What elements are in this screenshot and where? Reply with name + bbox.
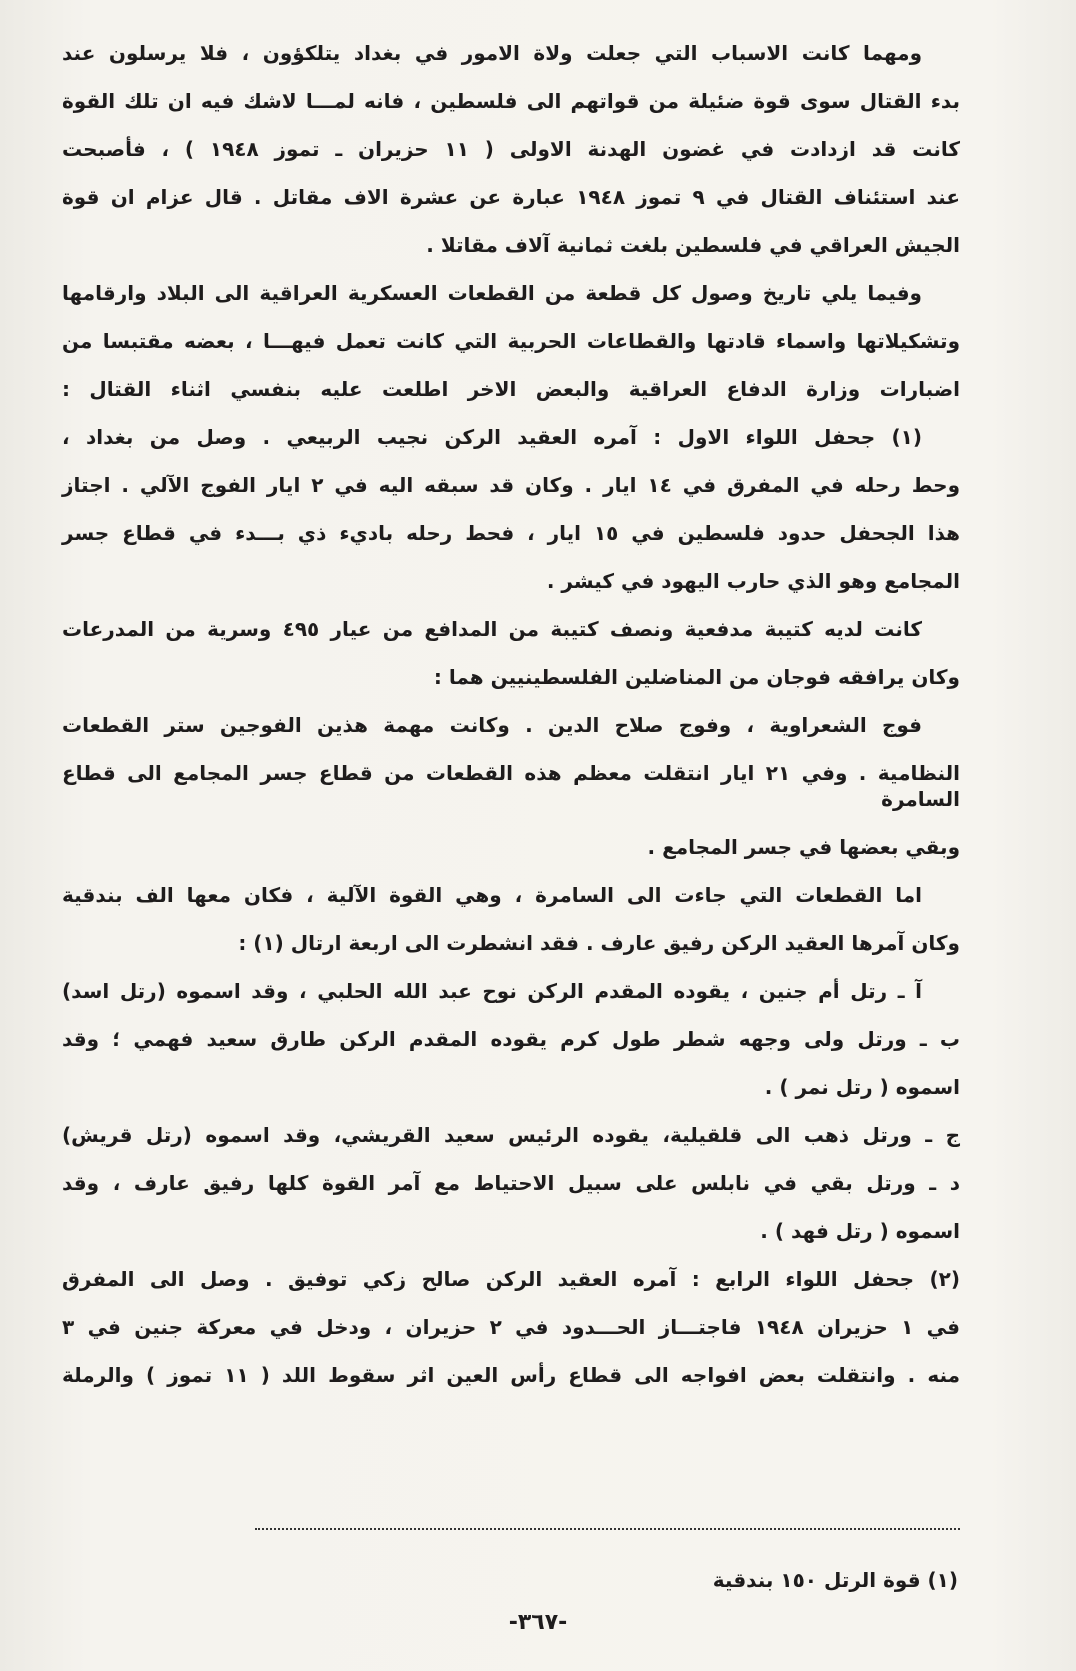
text-line: عند استئناف القتال في ٩ تموز ١٩٤٨ عبارة عن عشرة الاف مقاتل . قال عزام ان قوة [62,185,960,209]
footnote-divider [255,1528,960,1530]
text-line: الجيش العراقي في فلسطين بلغت ثمانية آلاف مقاتلا . [426,233,960,257]
page-number: -٣٦٧- [508,1610,568,1635]
text-line: وتشكيلاتها واسماء قادتها والقطاعات الحربية التي كانت تعمل فيهـــا ، بعضه مقتبسا من [62,329,960,353]
text-line: وحط رحله في المفرق في ١٤ ايار . وكان قد سبقه اليه في ٢ ايار الفوج الآلي . اجتاز [62,473,960,497]
text-line: ومهما كانت الاسباب التي جعلت ولاة الامور في بغداد يتلكؤون ، فلا يرسلون عند [62,41,922,65]
text-line: المجامع وهو الذي حارب اليهود في كيشر . [546,569,960,593]
text-line: في ١ حزيران ١٩٤٨ فاجتـــاز الحـــدود في ٢ حزيران ، ودخل في معركة جنين في ٣ [62,1315,960,1339]
footnote: (١) قوة الرتل ١٥٠ بندقية [712,1568,958,1592]
section-heading-line: (٢) جحفل اللواء الرابع : آمره العقيد الركن صالح زكي توفيق . وصل الى المفرق [62,1267,960,1291]
text-line: كانت لديه كتيبة مدفعية ونصف كتيبة من المدافع من عيار ٤٩٥ وسرية من المدرعات [62,617,922,641]
list-item-c: ج ـ ورتل ذهب الى قلقيلية، يقوده الرئيس سعيد القريشي، وقد اسموه (رتل قريش) [62,1123,960,1147]
text-line: اضبارات وزارة الدفاع العراقية والبعض الاخر اطلعت عليه بنفسي اثناء القتال : [62,377,960,401]
text-line: منه . وانتقلت بعض افواجه الى قطاع رأس العين اثر سقوط اللد ( ١١ تموز ) والرملة [62,1363,960,1387]
text-line: اسموه ( رتل فهد ) . [760,1219,960,1243]
text-line: فوج الشعراوية ، وفوج صلاح الدين . وكانت مهمة هذين الفوجين ستر القطعات [62,713,922,737]
text-line: النظامية . وفي ٢١ ايار انتقلت معظم هذه القطعات من قطاع جسر المجامع الى قطاع السامرة [62,761,961,811]
text-line: كانت قد ازدادت في غضون الهدنة الاولى ( ١١ حزيران ـ تموز ١٩٤٨ ) ، فأصبحت [62,137,960,161]
list-item-d: د ـ ورتل بقي في نابلس على سبيل الاحتياط مع آمر القوة كلها رفيق عارف ، وقد [62,1171,960,1195]
list-item-a: آ ـ رتل أم جنين ، يقوده المقدم الركن نوح عبد الله الحلبي ، وقد اسموه (رتل اسد) [62,979,922,1003]
section-heading-line: (١) جحفل اللواء الاول : آمره العقيد الركن نجيب الربيعي . وصل من بغداد ، [62,425,922,449]
text-line: اما القطعات التي جاءت الى السامرة ، وهي القوة الآلية ، فكان معها الف بندقية [62,883,922,907]
text-line: بدء القتال سوى قوة ضئيلة من قواتهم الى فلسطين ، فانه لمـــا لاشك فيه ان تلك القوة [62,89,960,113]
text-line: وبقي بعضها في جسر المجامع . [647,835,960,859]
text-line: وفيما يلي تاريخ وصول كل قطعة من القطعات العسكرية العراقية الى البلاد وارقامها [62,281,922,305]
list-item-b: ب ـ ورتل ولى وجهه شطر طول كرم يقوده المقدم الركن طارق سعيد فهمي ؛ وقد [62,1027,960,1051]
text-line: هذا الجحفل حدود فلسطين في ١٥ ايار ، فحط رحله باديء ذي بـــدء في قطاع جسر [62,521,960,545]
body-text [62,40,960,1410]
text-line: وكان آمرها العقيد الركن رفيق عارف . فقد انشطرت الى اربعة ارتال (١) : [238,931,960,955]
text-line: اسموه ( رتل نمر ) . [764,1075,960,1099]
text-line: وكان يرافقه فوجان من المناضلين الفلسطينيين هما : [433,665,960,689]
